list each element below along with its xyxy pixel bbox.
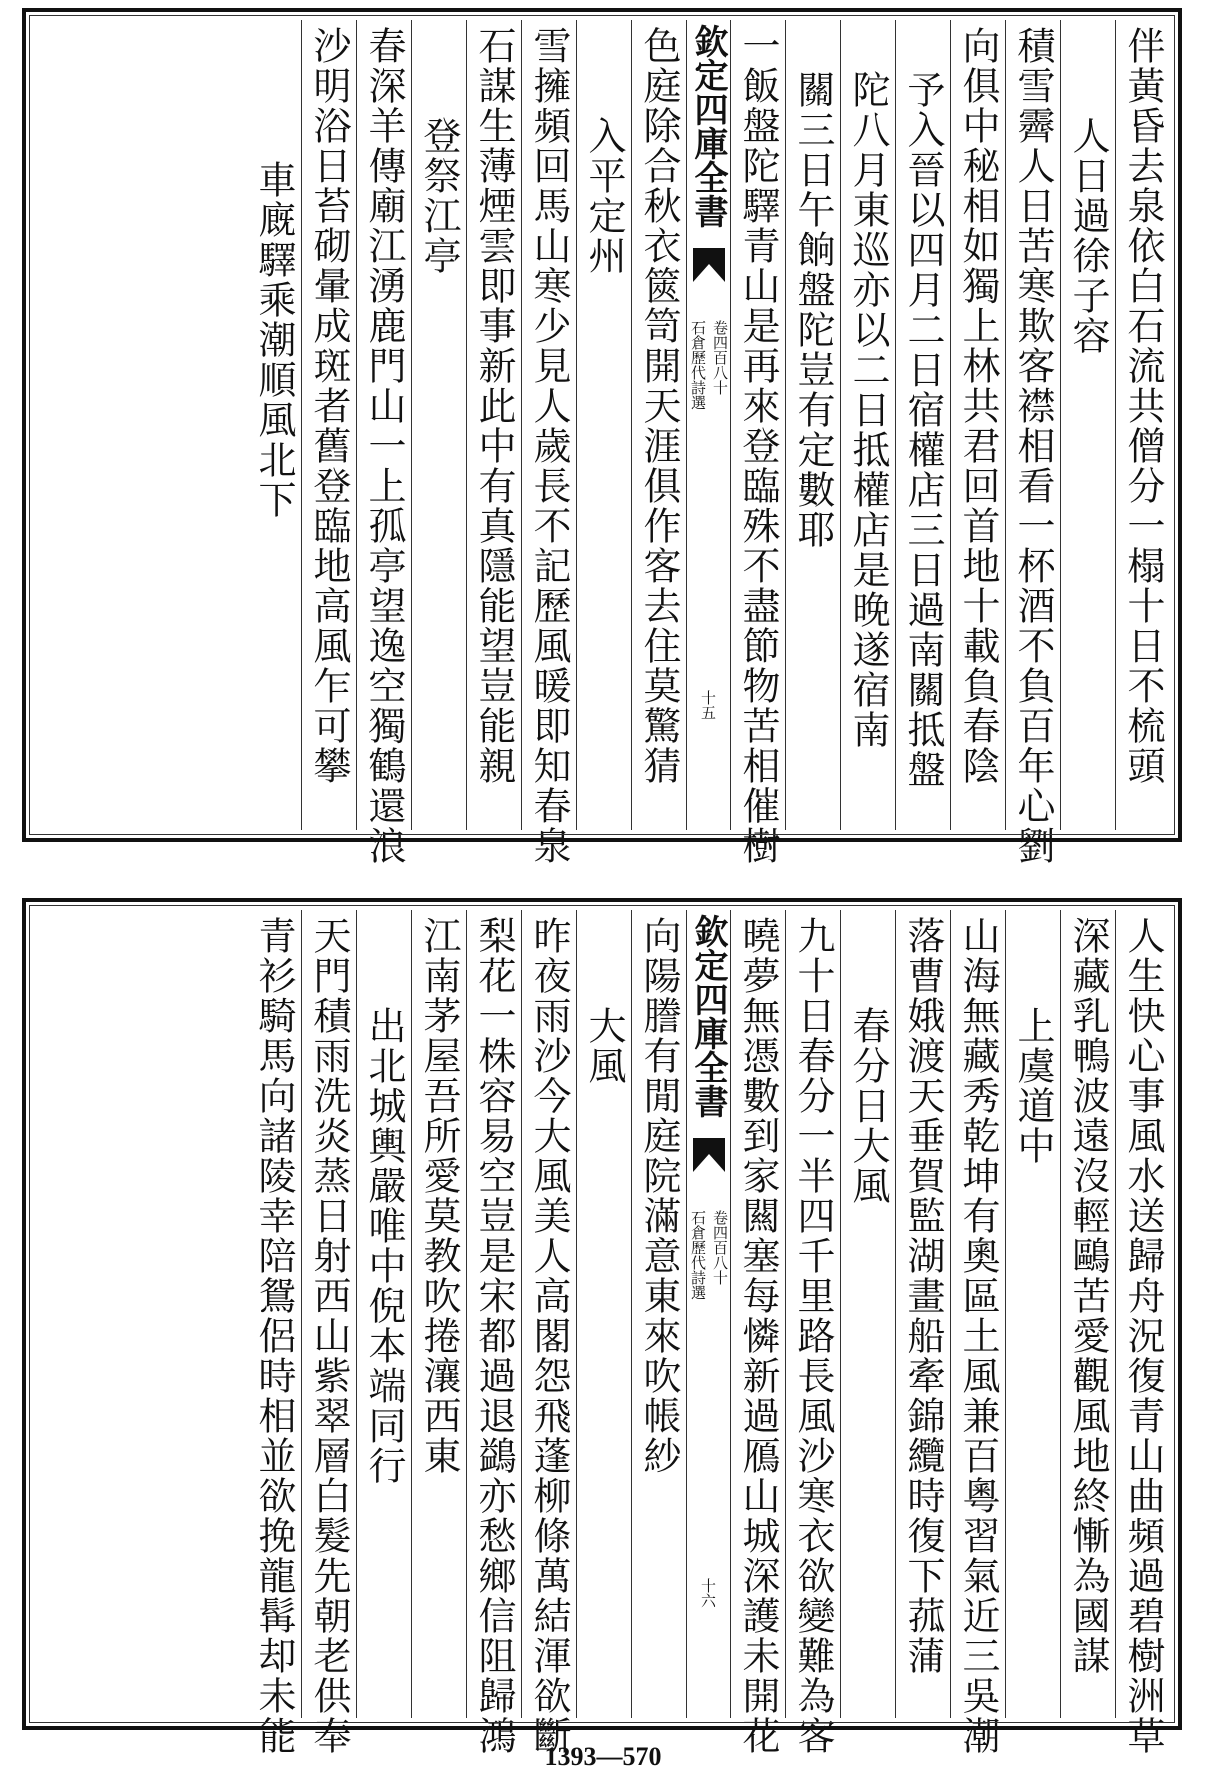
text-column: 向俱中秘相如獨上林共君回首地十載負春陰: [950, 20, 1005, 830]
text-column: 落曹娥渡天垂賀監湖畫船牽錦纜時復下菰蒲: [895, 910, 950, 1718]
book-label: 石倉歷代詩選: [689, 1210, 707, 1300]
page-top: [22, 8, 1182, 866]
text-column: 伴黃昏去泉依白石流共僧分一榻十日不梳頭: [1115, 20, 1170, 830]
text-column: 石謀生薄煙雲即事新此中有真隱能望豈能親: [466, 20, 521, 830]
center-gutter: [686, 910, 730, 1718]
poem-title: 登祭江亭: [411, 20, 466, 830]
text-column: 青衫騎馬向諸陵幸陪鴛侶時相並欲挽龍髯却未能: [252, 916, 296, 1756]
text-columns: [34, 20, 1170, 866]
text-column: 山海無藏秀乾坤有奧區土風兼百粵習氣近三吳潮: [950, 910, 1005, 1718]
fishtail-mark-icon: [693, 248, 725, 282]
preface-column: 陀八月東巡亦以二日抵權店是晚遂宿南: [840, 20, 895, 830]
text-column: 春深羊傳廟江湧鹿門山一上孤亭望逸空獨鶴還浪: [356, 20, 411, 830]
text-columns: [34, 910, 1170, 1756]
page-footer-number: 1393—570: [544, 1742, 662, 1771]
text-column: 江南茅屋吾所愛莫教吹捲瀼西東: [411, 910, 466, 1718]
poem-title: 出北城輿嚴唯中倪本端同行: [356, 910, 411, 1718]
text-column: 曉夢無憑數到家闗塞每憐新過鴈山城深護未開花: [730, 910, 785, 1718]
poem-title: 上虞道中: [1005, 910, 1060, 1718]
page-bottom: [22, 898, 1182, 1756]
text-column: 積雪霽人日苦寒欺客襟相看一杯酒不負百年心劉: [1005, 20, 1060, 830]
poem-title: 車廐驛乘潮順風北下: [252, 160, 296, 520]
preface-column: 關三日午餉盤陀豈有定數耶: [785, 20, 840, 830]
text-column: 一飯盤陀驛青山是再來登臨殊不盡節物苦相催樹: [730, 20, 785, 830]
collection-label: 欽定四庫全書: [688, 24, 728, 228]
text-column: 梨花一株容易空豈是宋都過退鷁亦愁鄉信阻歸鴻: [466, 910, 521, 1718]
text-column: 向陽謄有閒庭院滿意東來吹帳紗: [631, 910, 686, 1718]
text-column: 人生快心事風水送歸舟況復青山曲頻過碧樹洲草: [1115, 910, 1170, 1718]
text-column: 色庭除合秋衣篋笥開天涯俱作客去住莫驚猜: [631, 20, 686, 830]
text-column: 雪擁頻回馬山寒少見人歲長不記歷風暖即知春泉: [521, 20, 576, 830]
volume-label: 卷四百八十: [711, 320, 729, 395]
text-column: 九十日春分一半四千里路長風沙寒衣欲變難為客: [785, 910, 840, 1718]
preface-column: 予入晉以四月二日宿權店三日過南關抵盤: [895, 20, 950, 830]
poem-title: 春分日大風: [840, 910, 895, 1718]
fishtail-mark-icon: [693, 1138, 725, 1172]
folio-number: 十五: [699, 690, 717, 720]
text-column: 昨夜雨沙今大風美人高閣怨飛蓬柳條萬結渾欲斷: [521, 910, 576, 1718]
poem-title: 入平定州: [576, 20, 631, 830]
volume-label: 卷四百八十: [711, 1210, 729, 1285]
book-label: 石倉歷代詩選: [689, 320, 707, 410]
poem-title: 大風: [576, 910, 631, 1718]
poem-title: 人日過徐子容: [1060, 20, 1115, 830]
folio-number: 十六: [699, 1578, 717, 1608]
text-column: 沙明浴日苔砌暈成斑者舊登臨地高風乍可攀: [301, 20, 356, 830]
text-column: 天門積雨洗炎蒸日射西山紫翠層白髮先朝老供奉: [301, 910, 356, 1718]
text-column: 深藏乳鴨波遠沒輕鷗苦愛觀風地終慚為國謀: [1060, 910, 1115, 1718]
center-gutter: [686, 20, 730, 830]
collection-label: 欽定四庫全書: [688, 914, 728, 1118]
